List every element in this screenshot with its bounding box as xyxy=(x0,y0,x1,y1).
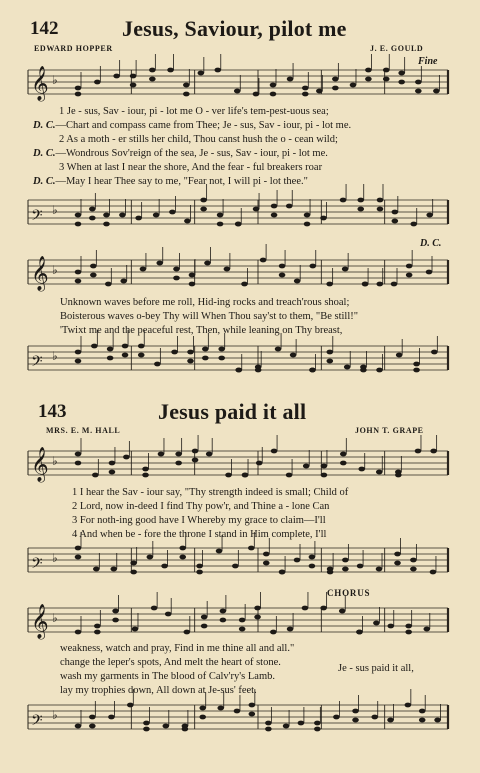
chorus-label: CHORUS xyxy=(327,588,371,598)
note-head xyxy=(241,282,248,287)
treble-clef-icon: 𝄞 xyxy=(31,447,49,482)
note-head xyxy=(290,353,297,358)
note-head xyxy=(342,267,349,272)
note-head xyxy=(320,606,327,611)
verse-text: 1 Je - sus, Sav - iour, pi - lot me O - ver life's tem-pest-uous sea; xyxy=(59,106,329,117)
fine-mark: Fine xyxy=(418,56,438,67)
note-head xyxy=(89,207,96,212)
note-head xyxy=(391,282,398,287)
note-head xyxy=(410,558,417,563)
verse-line xyxy=(33,147,328,161)
note-head xyxy=(189,273,196,278)
note-head xyxy=(224,267,231,272)
note-head xyxy=(304,213,311,218)
note-head xyxy=(239,618,246,623)
verse-line: change the leper's spots, And melt the heart of stone. xyxy=(60,657,281,668)
note-head xyxy=(249,703,256,708)
note-head xyxy=(254,606,261,611)
note-head xyxy=(405,624,412,629)
note-head xyxy=(283,724,290,729)
note-head xyxy=(196,564,203,569)
flat-icon: ♭ xyxy=(52,349,58,363)
note-head xyxy=(302,606,309,611)
note-head xyxy=(75,86,82,91)
note-head xyxy=(376,282,383,287)
note-head xyxy=(342,558,349,563)
treble-clef-icon: 𝄞 xyxy=(31,604,49,639)
note-head xyxy=(377,198,384,203)
music-staff-treble xyxy=(0,62,480,106)
hymn-composer: J. E. GOULD xyxy=(370,44,424,53)
hymn-number: 142 xyxy=(30,18,59,39)
note-head xyxy=(198,71,205,76)
note-head xyxy=(419,709,426,714)
note-head xyxy=(396,353,403,358)
note-head xyxy=(326,350,333,355)
verse-line: weakness, watch and pray, Find in me thine all and all." xyxy=(60,643,295,654)
note-head xyxy=(234,709,241,714)
note-head xyxy=(320,216,327,221)
note-head xyxy=(201,615,208,620)
note-head xyxy=(184,219,191,224)
note-head xyxy=(154,362,161,367)
note-head xyxy=(214,68,221,73)
note-head xyxy=(387,718,394,723)
note-head xyxy=(216,549,223,554)
note-head xyxy=(350,83,357,88)
note-head xyxy=(161,564,168,569)
music-staff-bass xyxy=(0,697,480,741)
bass-clef-icon: 𝄢 xyxy=(31,207,43,228)
note-head xyxy=(108,715,115,720)
note-head xyxy=(107,347,114,352)
chorus-text: Je - sus paid it all, xyxy=(338,663,414,674)
note-head xyxy=(286,204,293,209)
note-head xyxy=(132,627,139,632)
note-head xyxy=(430,570,437,575)
note-head xyxy=(383,68,390,73)
verse-line: 4 And when be - fore the throne I stand in Him complete, I'll xyxy=(72,529,327,540)
note-head xyxy=(130,74,137,79)
note-head xyxy=(130,561,137,566)
note-head xyxy=(179,546,186,551)
note-head xyxy=(302,86,309,91)
note-head xyxy=(199,706,206,711)
note-head xyxy=(434,718,441,723)
note-head xyxy=(220,609,227,614)
verse-text: —Chart and compass came from Thee; Je - sus, Sav - iour, pi - lot me. xyxy=(55,120,352,131)
bass-clef-icon: 𝄢 xyxy=(31,353,43,374)
note-head xyxy=(94,80,101,85)
note-head xyxy=(75,724,82,729)
note-head xyxy=(314,721,321,726)
note-head xyxy=(426,270,433,275)
flat-icon: ♭ xyxy=(52,454,58,468)
note-head xyxy=(423,627,430,632)
note-head xyxy=(103,213,110,218)
note-head xyxy=(326,282,333,287)
verse-line xyxy=(33,175,308,189)
dc-mark: D. C. xyxy=(420,238,442,249)
note-head xyxy=(376,567,383,572)
note-head xyxy=(109,461,116,466)
note-head xyxy=(365,68,372,73)
note-head xyxy=(263,552,270,557)
note-head xyxy=(340,452,347,457)
flat-icon: ♭ xyxy=(52,73,58,87)
note-head xyxy=(218,347,225,352)
note-head xyxy=(340,198,347,203)
verse-text: 2 As a moth - er stills her child, Thou canst hush the o - cean wild; xyxy=(59,134,338,145)
flat-icon: ♭ xyxy=(52,611,58,625)
note-head xyxy=(332,77,339,82)
note-head xyxy=(200,198,207,203)
note-head xyxy=(147,555,154,560)
note-head xyxy=(376,368,383,373)
note-head xyxy=(153,213,160,218)
note-head xyxy=(151,606,158,611)
note-head xyxy=(433,89,440,94)
note-head xyxy=(286,473,293,478)
verse-line xyxy=(33,119,351,133)
note-head xyxy=(270,83,277,88)
verse-line: 1 I hear the Sav - iour say, "Thy strength indeed is small; Child of xyxy=(72,487,349,498)
flat-icon: ♭ xyxy=(52,203,58,217)
note-head xyxy=(271,204,278,209)
note-head xyxy=(376,470,383,475)
dc-prefix: D. C. xyxy=(33,148,56,159)
verse-text: —Wondrous Sov'reign of the sea, Je - sus, Sav - iour, pi - lot me. xyxy=(55,148,328,159)
note-head xyxy=(122,344,129,349)
note-head xyxy=(344,365,351,370)
note-head xyxy=(358,467,365,472)
note-head xyxy=(127,703,134,708)
note-head xyxy=(75,213,82,218)
note-head xyxy=(183,83,190,88)
note-head xyxy=(165,612,172,617)
note-head xyxy=(260,258,267,263)
note-head xyxy=(234,89,241,94)
note-head xyxy=(217,213,224,218)
note-head xyxy=(162,724,169,729)
note-head xyxy=(232,564,239,569)
hymn-author: EDWARD HOPPER xyxy=(34,44,113,53)
note-head xyxy=(426,213,433,218)
note-head xyxy=(202,347,209,352)
note-head xyxy=(158,452,165,457)
note-head xyxy=(406,264,413,269)
hymn-title: Jesus paid it all xyxy=(158,399,307,424)
note-head xyxy=(225,473,232,478)
dc-prefix: D. C. xyxy=(33,120,56,131)
note-head xyxy=(413,362,420,367)
note-head xyxy=(279,264,286,269)
note-head xyxy=(321,464,328,469)
note-head xyxy=(287,77,294,82)
note-head xyxy=(271,449,278,454)
note-head xyxy=(371,715,378,720)
note-head xyxy=(398,71,405,76)
note-head xyxy=(75,270,82,275)
music-staff-bass xyxy=(0,338,480,382)
note-head xyxy=(394,552,401,557)
music-staff-bass xyxy=(0,540,480,584)
note-head xyxy=(187,350,194,355)
note-head xyxy=(123,455,130,460)
music-staff-treble xyxy=(0,443,480,487)
note-head xyxy=(309,555,316,560)
note-head xyxy=(253,207,260,212)
note-head xyxy=(173,267,180,272)
verse-line: lay my trophies down, All down at Je-sus' feet. xyxy=(60,685,257,696)
note-head xyxy=(248,546,255,551)
flat-icon: ♭ xyxy=(52,551,58,565)
note-head xyxy=(93,567,100,572)
note-head xyxy=(339,609,346,614)
note-head xyxy=(410,222,417,227)
verse-line: 3 For noth-ing good have I Whereby my grace to claim—I'll xyxy=(72,515,326,526)
treble-clef-icon: 𝄞 xyxy=(31,256,49,291)
music-staff-treble xyxy=(0,252,480,296)
bass-clef-icon: 𝄢 xyxy=(31,555,43,576)
verse-line xyxy=(59,105,329,119)
note-head xyxy=(352,709,359,714)
note-head xyxy=(140,267,147,272)
note-head xyxy=(415,449,422,454)
note-head xyxy=(90,264,97,269)
note-head xyxy=(294,279,301,284)
note-head xyxy=(392,210,399,215)
verse-line: 2 Lord, now in-deed I find Thy pow'r, and Thine a - lone Can xyxy=(72,501,330,512)
note-head xyxy=(75,546,82,551)
note-head xyxy=(431,350,438,355)
hymn-composer: JOHN T. GRAPE xyxy=(355,426,424,435)
note-head xyxy=(142,467,149,472)
hymn-number: 143 xyxy=(38,401,67,422)
hymn-author: MRS. E. M. HALL xyxy=(46,426,121,435)
note-head xyxy=(206,452,213,457)
note-head xyxy=(309,264,316,269)
verse-line xyxy=(59,133,338,147)
note-head xyxy=(265,721,272,726)
note-head xyxy=(256,461,263,466)
note-head xyxy=(119,213,126,218)
note-head xyxy=(294,558,301,563)
verse-line: 'Twixt me and the peaceful rest, Then, while leaning on Thy breast, xyxy=(60,325,343,336)
note-head xyxy=(75,630,82,635)
note-head xyxy=(75,452,82,457)
note-head xyxy=(415,80,422,85)
note-head xyxy=(275,347,282,352)
note-head xyxy=(316,89,323,94)
note-head xyxy=(387,624,394,629)
verse-line xyxy=(59,161,322,175)
note-head xyxy=(192,449,199,454)
note-head xyxy=(149,68,156,73)
note-head xyxy=(430,449,437,454)
note-head xyxy=(217,706,224,711)
note-head xyxy=(156,261,163,266)
note-head xyxy=(373,621,380,626)
note-head xyxy=(405,703,412,708)
note-head xyxy=(105,282,112,287)
music-staff-treble xyxy=(0,600,480,644)
note-head xyxy=(143,721,150,726)
music-staff-bass xyxy=(0,192,480,236)
note-head xyxy=(89,715,96,720)
note-head xyxy=(135,216,142,221)
verse-text: 3 When at last I near the shore, And the fear - ful breakers roar xyxy=(59,162,323,173)
hymn-title: Jesus, Saviour, pilot me xyxy=(122,16,347,41)
note-head xyxy=(333,715,340,720)
note-head xyxy=(113,74,120,79)
note-head xyxy=(138,344,145,349)
treble-clef-icon: 𝄞 xyxy=(31,66,49,101)
flat-icon: ♭ xyxy=(52,263,58,277)
note-head xyxy=(120,279,127,284)
note-head xyxy=(287,627,294,632)
verse-line: Boisterous waves o-bey Thy will When Thou say'st to them, "Be still!" xyxy=(60,311,359,322)
note-head xyxy=(167,68,174,73)
note-head xyxy=(298,721,305,726)
note-head xyxy=(357,564,364,569)
note-head xyxy=(253,92,260,97)
bass-clef-icon: 𝄢 xyxy=(31,712,43,733)
note-head xyxy=(92,473,99,478)
note-head xyxy=(94,624,101,629)
note-head xyxy=(75,350,82,355)
note-head xyxy=(184,630,191,635)
verse-line: Unknown waves before me roll, Hid-ing rocks and treach'rous shoal; xyxy=(60,297,350,308)
note-head xyxy=(270,630,277,635)
dc-prefix: D. C. xyxy=(33,176,56,187)
note-head xyxy=(357,198,364,203)
note-head xyxy=(112,609,119,614)
note-head xyxy=(91,344,98,349)
verse-line: wash my garments in The blood of Calv'ry's Lamb. xyxy=(60,671,276,682)
note-head xyxy=(175,452,182,457)
note-head xyxy=(303,464,310,469)
note-head xyxy=(204,261,211,266)
note-head xyxy=(171,350,178,355)
flat-icon: ♭ xyxy=(52,708,58,722)
note-head xyxy=(169,210,176,215)
note-head xyxy=(110,567,117,572)
verse-text: —May I hear Thee say to me, "Fear not, I will pi - lot thee." xyxy=(55,176,308,187)
